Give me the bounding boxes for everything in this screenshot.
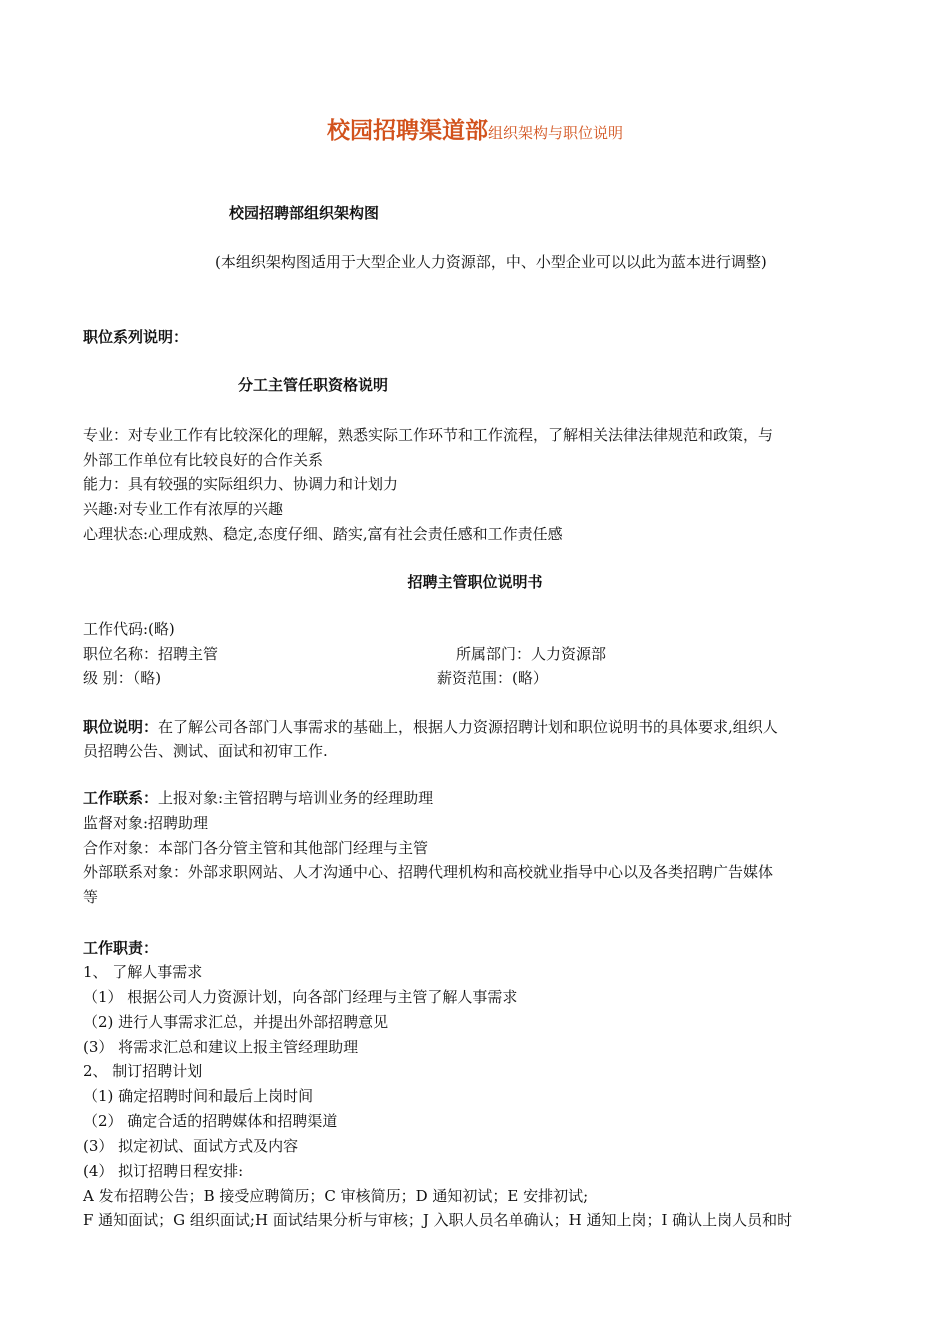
- duty-line: (3） 将需求汇总和建议上报主管经理助理: [83, 1038, 359, 1056]
- contact-line: 外部联系对象：外部求职网站、人才沟通中心、招聘代理机构和高校就业指导中心以及各类招聘广告媒体: [83, 863, 774, 881]
- title-main: 校园招聘渠道部: [326, 118, 488, 144]
- recruit-manager-heading: 招聘主管职位说明书: [407, 573, 543, 591]
- qual-line: 兴趣:对专业工作有浓厚的兴趣: [83, 500, 284, 518]
- contact-line: 等: [83, 888, 99, 906]
- work-contact: [83, 788, 433, 808]
- duty-line: (4） 拟订招聘日程安排:: [83, 1162, 244, 1180]
- qual-line: 能力：具有较强的实际组织力、协调力和计划力: [83, 475, 399, 493]
- title-sub: 组织架构与职位说明: [487, 124, 623, 142]
- position-series-heading: 职位系列说明：: [83, 328, 189, 346]
- job-level: 级 别：（略): [83, 669, 162, 687]
- qual-line: 心理状态:心理成熟、稳定,态度仔细、踏实,富有社会责任感和工作责任感: [83, 525, 563, 543]
- contact-line: 监督对象:招聘助理: [83, 814, 209, 832]
- duty-line: 1、 了解人事需求: [83, 963, 203, 981]
- department: 所属部门：人力资源部: [456, 645, 607, 663]
- duty-line: F 通知面试；G 组织面试;H 面试结果分析与审核；J 入职人员名单确认；H 通知上岗；I 确认上岗人员和时: [83, 1211, 793, 1229]
- duty-line: （2) 进行人事需求汇总，并提出外部招聘意见: [83, 1013, 389, 1031]
- org-chart-note: (本组织架构图适用于大型企业人力资源部，中、小型企业可以以此为蓝本进行调整): [215, 253, 767, 271]
- document-title: [0, 112, 950, 145]
- duty-line: A 发布招聘公告；B 接受应聘简历；C 审核简历；D 通知初试；E 安排初试;: [83, 1187, 589, 1205]
- job-name: 职位名称：招聘主管: [83, 645, 219, 663]
- qual-line: 专业：对专业工作有比较深化的理解，熟悉实际工作环节和工作流程，了解相关法律法律规范和政策，与: [83, 426, 774, 444]
- desc-text: 在了解公司各部门人事需求的基础上，根据人力资源招聘计划和职位说明书的具体要求,组织人: [158, 718, 778, 736]
- duty-line: (3） 拟定初试、面试方式及内容: [83, 1137, 299, 1155]
- duties-heading: 工作职责：: [83, 939, 159, 957]
- salary-range: 薪资范围：(略）: [437, 669, 548, 687]
- duty-line: （1) 确定招聘时间和最后上岗时间: [83, 1087, 314, 1105]
- contact-line: 合作对象：本部门各分管主管和其他部门经理与主管: [83, 839, 429, 857]
- job-description: [83, 717, 778, 737]
- duty-line: 2、 制订招聘计划: [83, 1062, 203, 1080]
- duty-line: （1） 根据公司人力资源计划，向各部门经理与主管了解人事需求: [83, 988, 518, 1006]
- job-code: 工作代码:(略): [83, 620, 175, 638]
- duty-line: （2） 确定合适的招聘媒体和招聘渠道: [83, 1112, 338, 1130]
- org-chart-heading: 校园招聘部组织架构图: [229, 204, 380, 222]
- qual-line: 外部工作单位有比较良好的合作关系: [83, 451, 324, 469]
- desc-label: 职位说明：: [83, 718, 159, 736]
- contact-label: 工作联系：: [83, 789, 159, 807]
- desc-line: 员招聘公告、测试、面试和初审工作.: [83, 742, 328, 760]
- contact-report: 上报对象:主管招聘与培训业务的经理助理: [158, 789, 434, 807]
- supervisor-qual-heading: 分工主管任职资格说明: [238, 376, 389, 394]
